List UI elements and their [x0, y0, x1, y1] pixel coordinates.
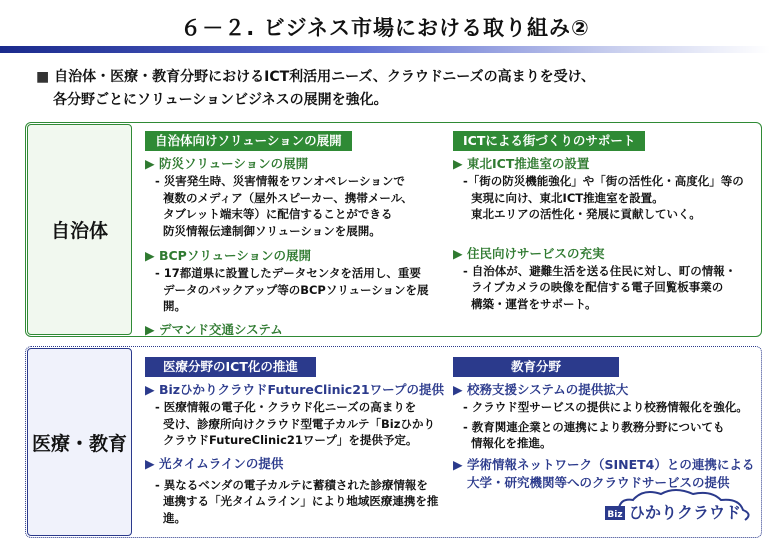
gov-right-item-1-body [453, 173, 758, 223]
lead-line-1-text: 自治体・医療・教育分野におけるICT利活用ニーズ、クラウドニーズの高まりを受け、 [54, 69, 596, 85]
gov-left-item-1-body [145, 173, 445, 239]
gov-left-column [145, 130, 445, 339]
lead-line-2: 各分野ごとにソリューションビジネスの展開を強化。 [53, 92, 388, 108]
body-line: - 教育関連企業との連携により教務分野についても [463, 419, 725, 434]
med-left-header: 医療分野のICT化の推進 [145, 357, 316, 377]
gov-category-label: 自治体 [27, 124, 132, 335]
med-right-item-2-subtitle: 大学・研究機関等へのクラウドサービスの提供 [467, 474, 730, 490]
med-left-item-1-body [145, 399, 450, 449]
body-line: ライブカメラの映像を配信する電子回覧板事業の [471, 280, 724, 294]
med-edu-category-label: 医療・教育 [27, 348, 132, 536]
gov-right-item-1-title: ▶ 東北ICT推進室の設置 [453, 156, 590, 171]
page-title: ６－２. ビジネス市場における取り組み② [180, 16, 590, 40]
gov-right-item-2-body [453, 263, 758, 313]
gov-right-item-2-title: ▶ 住民向けサービスの充実 [453, 245, 605, 261]
med-left-item-1-title: ▶ BizひかりクラウドFutureClinic21ワープの提供 [145, 382, 444, 397]
gov-left-item-1-title: ▶ 防災ソリューションの展開 [145, 156, 309, 171]
gov-left-item-2-title: ▶ BCPソリューションの展開 [145, 248, 311, 263]
body-line: - 異なるベンダの電子カルテに蓄積された診療情報を [155, 477, 428, 492]
logo-prefix-text: Biz [607, 510, 623, 520]
title-underline-bar [0, 46, 770, 53]
body-line: 連携する「光タイムライン」により地域医療連携を推進。 [163, 494, 439, 525]
body-line: - 医療情報の電子化・クラウド化ニーズの高まりを [155, 400, 417, 414]
gov-left-item-2-body [145, 265, 445, 315]
body-line: 東北エリアの活性化・発展に貢献していく。 [471, 207, 701, 221]
med-left-item-2-body [145, 477, 450, 527]
body-line: クラウドFutureClinic21ワープ」を提供予定。 [163, 433, 418, 447]
body-line: - 災害発生時、災害情報をワンオペレーションで [155, 174, 405, 188]
gov-left-header: 自治体向けソリューションの展開 [145, 131, 352, 151]
body-line: 受け、診療所向けクラウド型電子カルテ「Bizひかり [163, 416, 435, 431]
med-left-item-2-title: ▶ 光タイムラインの提供 [145, 455, 284, 471]
med-right-item-2-title: ▶ 学術情報ネットワーク（SINET4）との連携による [453, 456, 755, 472]
med-left-column [145, 356, 450, 526]
biz-hikari-cloud-logo [603, 484, 753, 524]
body-line: -「街の防災機能強化」や「街の活性化・高度化」等の [463, 174, 744, 188]
square-bullet-icon: ■ [36, 69, 50, 85]
body-line: 防災情報伝達制御ソリューションを展開。 [163, 223, 381, 238]
gov-left-item-3-title: ▶ デマンド交通システム [145, 321, 283, 337]
body-line: 情報化を推進。 [471, 436, 552, 450]
body-line: - 自治体が、避難生活を送る住民に対し、町の情報・ [463, 263, 737, 278]
body-line: タブレット端末等）に配信することができる [163, 207, 393, 221]
med-right-column [453, 356, 758, 492]
body-line: 複数のメディア（屋外スピーカー、携帯メール、 [163, 190, 413, 205]
body-line: データのバックアップ等のBCPソリューションを展開。 [163, 282, 429, 313]
med-right-item-1-body [453, 399, 758, 452]
cloud-logo-icon [603, 484, 753, 524]
body-line: - クラウド型サービスの提供により校務情報化を強化。 [463, 400, 748, 414]
lead-line-1 [36, 66, 756, 89]
lead-text [36, 66, 756, 112]
med-right-header: 教育分野 [453, 357, 619, 377]
body-line: 実現に向け、東北ICT推進室を設置。 [471, 190, 664, 205]
med-right-item-1-title: ▶ 校務支援システムの提供拡大 [453, 382, 629, 397]
gov-right-column [453, 130, 758, 312]
body-line: 構築・運営をサポート。 [471, 296, 597, 311]
logo-name-text: ひかりクラウド [629, 503, 742, 522]
gov-right-header: ICTによる街づくりのサポート [453, 131, 645, 151]
body-line: - 17都道県に設置したデータセンタを活用し、重要 [155, 266, 421, 280]
